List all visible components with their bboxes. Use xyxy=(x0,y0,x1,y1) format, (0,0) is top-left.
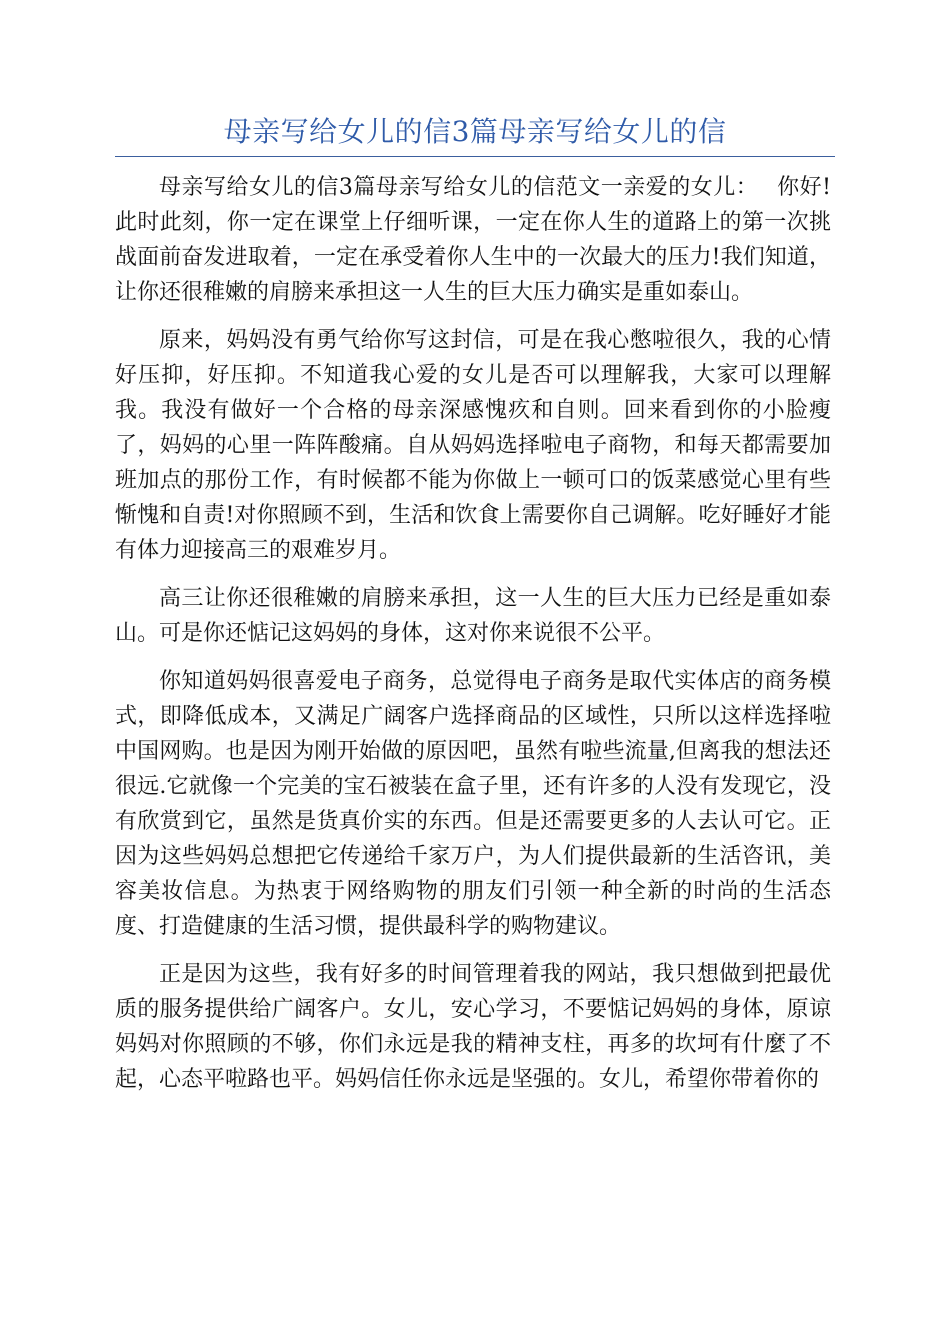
paragraph-3: 高三让你还很稚嫩的肩膀来承担，这一人生的巨大压力已经是重如泰山。可是你还惦记这妈妈的身体，这对你来说很不公平。 xyxy=(115,586,831,646)
page-title: 母亲写给女儿的信3篇母亲写给女儿的信 xyxy=(223,115,727,148)
paragraph-4: 你知道妈妈很喜爱电子商务，总觉得电子商务是取代实体店的商务模式，即降低成本，又满足广阔客户选择商品的区域性，只所以这样选择啦中国网购。也是因为刚开始做的原因吧，虽然有啦些流量,但离我的想法还很远.它就像一个完美的宝石被装在盒子里，还有许多的人没有发现它，没有欣赏到它，虽然是货真价实的东西。但是还需要更多的人去认可它。正因为这些妈妈总想把它传递给千家万户，为人们提供最新的生活咨讯，美容美妆信息。为热衷于网络购物的朋友们引领一种全新的时尚的生活态度、打造健康的生活习惯，提供最科学的购物建议。 xyxy=(115,669,831,939)
paragraph-5: 正是因为这些，我有好多的时间管理着我的网站，我只想做到把最优质的服务提供给广阔客户。女儿，安心学习，不要惦记妈妈的身体，原谅妈妈对你照顾的不够，你们永远是我的精神支柱，再多的坎坷有什麼了不起，心态平啦路也平。妈妈信任你永远是坚强的。女儿，希望你带着你的 xyxy=(115,962,831,1092)
paragraph-2: 原来，妈妈没有勇气给你写这封信，可是在我心憋啦很久，我的心情好压抑，好压抑。不知道我心爱的女儿是否可以理解我，大家可以理解我。我没有做好一个合格的母亲深感愧疚和自则。回来看到你的小脸瘦了，妈妈的心里一阵阵酸痛。自从妈妈选择啦电子商物，和每天都需要加班加点的那份工作，有时候都不能为你做上一顿可口的饭菜感觉心里有些惭愧和自责!对你照顾不到，生活和饮食上需要你自己调解。吃好睡好才能有体力迎接高三的艰难岁月。 xyxy=(115,328,831,563)
letter-body xyxy=(115,170,831,1110)
paragraph-1: 母亲写给女儿的信3篇母亲写给女儿的信范文一亲爱的女儿： 你好!此时此刻，你一定在课堂上仔细听课，一定在你人生的道路上的第一次挑战面前奋发进取着，一定在承受着你人生中的一次最大的压力!我们知道，让你还很稚嫩的肩膀来承担这一人生的巨大压力确实是重如泰山。 xyxy=(115,175,831,305)
title-block xyxy=(115,112,835,157)
